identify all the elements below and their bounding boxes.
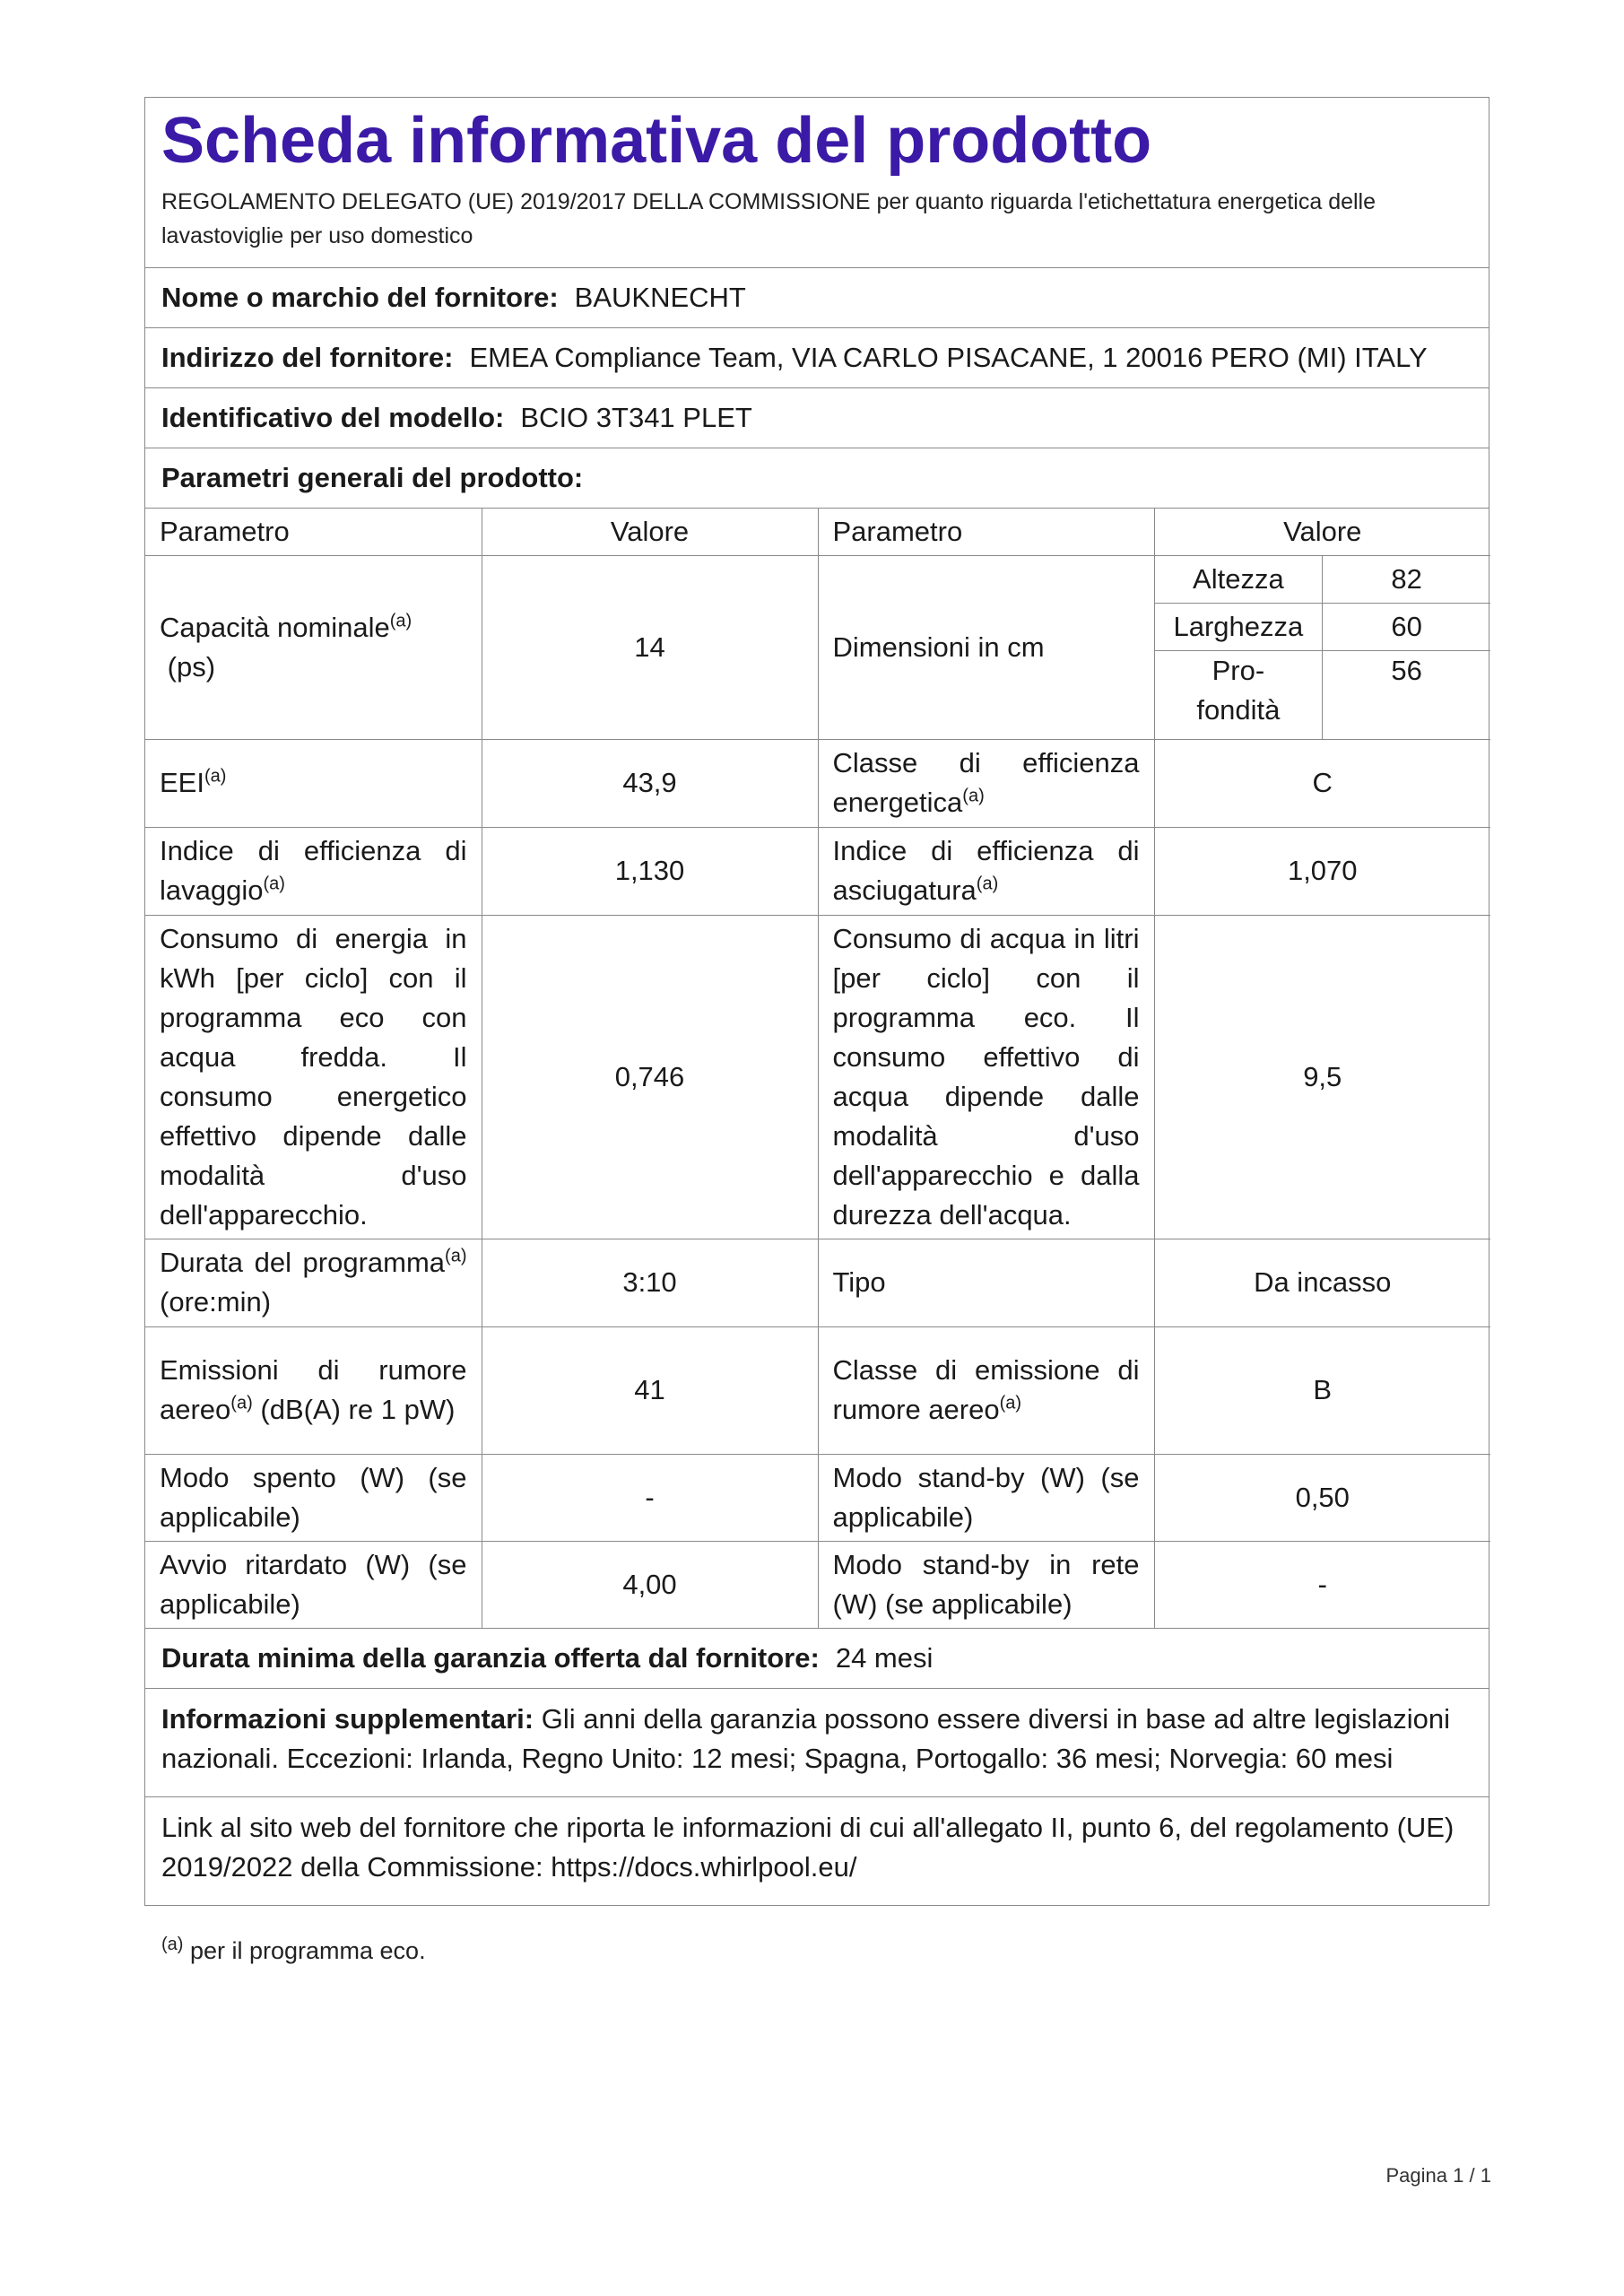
noise-label: Emissioni di rumore aereo [160,1354,467,1426]
supplier-address-label: Indirizzo del fornitore: [161,341,454,373]
dry-index-value: 1,070 [1154,827,1490,915]
water-consumption-label: Consumo di acqua in litri [per ciclo] con il programma eco. Il consumo effettivo di acqua dipende dalle modalità d'uso dell'apparecchio e dalla durezza dell'acqua. [818,915,1154,1239]
warranty-label: Durata minima della garanzia offerta dal fornitore: [161,1641,820,1674]
capacity-unit: (ps) [167,650,216,683]
supplier-link-row [145,1797,1489,1905]
duration-label-cell [145,1239,482,1326]
table-header-row [145,509,1490,556]
model-identifier-row [145,388,1489,448]
capacity-label: Capacità nominale [160,611,390,643]
footnote-marker: (a) [389,611,413,631]
header-valore-2: Valore [1154,509,1490,556]
off-mode-value: - [482,1454,818,1541]
depth-label-line-2: fondità [1196,693,1281,726]
water-consumption-value: 9,5 [1154,915,1490,1239]
title-section [145,98,1489,268]
energy-class-value: C [1154,739,1490,827]
footnote-text: per il programma eco. [189,1937,426,1964]
product-information-sheet [144,97,1489,1906]
dimensions-value-cell [1154,555,1490,739]
model-identifier-value: BCIO 3T341 PLET [520,401,752,433]
supplementary-label: Informazioni supplementari: [161,1702,534,1735]
width-label: Larghezza [1155,603,1323,650]
wash-index-value: 1,130 [482,827,818,915]
noise-value: 41 [482,1326,818,1454]
dimension-row [1155,556,1491,604]
footnote-marker: (a) [976,874,999,895]
energy-consumption-value: 0,746 [482,915,818,1239]
noise-label-cell [145,1326,482,1454]
capacity-label-cell [145,555,482,739]
height-label: Altezza [1155,556,1323,604]
depth-label-line-1: Pro- [1211,654,1265,686]
depth-label [1155,650,1323,739]
footnote-marker: (a) [999,1394,1022,1414]
page-separator: / [1469,2164,1475,2187]
table-row [145,827,1490,915]
type-label: Tipo [818,1239,1154,1326]
noise-class-value: B [1154,1326,1490,1454]
dry-index-label: Indice di efficienza di asciugatura [832,835,1140,907]
depth-value: 56 [1391,654,1422,686]
page-label: Pagina [1385,2164,1447,2187]
energy-class-label: Classe di efficienza energetica [832,747,1140,819]
width-value: 60 [1323,603,1490,650]
page-title: Scheda informativa del prodotto [161,105,1152,177]
height-value: 82 [1323,556,1490,604]
header-parametro-1: Parametro [145,509,482,556]
parameters-table [145,509,1490,1628]
noise-class-label-cell [818,1326,1154,1454]
eei-value: 43,9 [482,739,818,827]
networked-standby-label: Modo stand-by in rete (W) (se applicabile) [818,1541,1154,1628]
page-current: 1 [1453,2164,1464,2187]
supplier-name-value: BAUKNECHT [574,281,746,313]
warranty-row [145,1629,1489,1689]
table-row [145,1239,1490,1326]
supplier-link-text: Link al sito web del fornitore che riporta le informazioni di cui all'allegato II, punto 6, del regolamento (UE) 2019/2022 della Commissione: [161,1811,1455,1883]
footnote [161,1937,426,1965]
networked-standby-value: - [1154,1541,1490,1628]
table-row [145,915,1490,1239]
page-total: 1 [1480,2164,1491,2187]
dimensions-subtable [1155,556,1491,739]
header-valore-1: Valore [482,509,818,556]
noise-class-label: Classe di emissione di rumore aereo [832,1354,1140,1426]
header-parametro-2: Parametro [818,509,1154,556]
regulation-subtitle: REGOLAMENTO DELEGATO (UE) 2019/2017 DELLA COMMISSIONE per quanto riguarda l'etichettatura energetica delle lavastoviglie per uso domestico [161,188,1376,248]
eei-label-cell [145,739,482,827]
off-mode-label: Modo spento (W) (se applicabile) [145,1454,482,1541]
general-parameters-label: Parametri generali del prodotto: [161,461,584,493]
model-identifier-label: Identificativo del modello: [161,401,505,433]
capacity-value: 14 [482,555,818,739]
footnote-marker: (a) [204,767,227,787]
table-row [145,1326,1490,1454]
dimensions-label: Dimensioni in cm [818,555,1154,739]
noise-unit: (dB(A) re 1 pW) [260,1394,456,1426]
table-row [145,1454,1490,1541]
eei-label: EEI [160,767,204,799]
footnote-marker: (a) [962,787,985,807]
supplier-address-row [145,328,1489,388]
warranty-value: 24 mesi [835,1641,934,1674]
standby-value: 0,50 [1154,1454,1490,1541]
dimension-row [1155,650,1491,739]
footnote-marker: (a) [263,874,285,895]
table-row [145,555,1490,739]
wash-index-label: Indice di efficienza di lavaggio [160,835,467,907]
table-row [145,1541,1490,1628]
dry-index-label-cell [818,827,1154,915]
energy-consumption-label: Consumo di energia in kWh [per ciclo] con il programma eco con acqua fredda. Il consumo energetico effettivo dipende dalle modalità d'uso dell'apparecchio. [145,915,482,1239]
page-number [1385,2164,1491,2187]
wash-index-label-cell [145,827,482,915]
footnote-marker: (a) [445,1247,467,1267]
general-parameters-row [145,448,1489,509]
footnote-marker: (a) [230,1394,253,1414]
supplementary-text: Gli anni della garanzia possono essere diversi in base ad altre legislazioni nazionali. Eccezioni: Irlanda, Regno Unito: 12 mesi; Spagna, Portogallo: 36 mesi; Norvegia: 60 mesi [161,1702,1450,1774]
parameters-table-row [145,509,1489,1629]
energy-class-label-cell [818,739,1154,827]
dimension-row [1155,603,1491,650]
supplementary-info-row [145,1689,1489,1797]
type-value: Da incasso [1154,1239,1490,1326]
footnote-mark: (a) [161,1935,184,1954]
delay-start-value: 4,00 [482,1541,818,1628]
supplier-name-label: Nome o marchio del fornitore: [161,281,559,313]
duration-label: Durata del programma [160,1247,446,1279]
delay-start-label: Avvio ritardato (W) (se applicabile) [145,1541,482,1628]
supplier-address-value: EMEA Compliance Team, VIA CARLO PISACANE, 1 20016 PERO (MI) ITALY [469,341,1428,373]
supplier-link-url[interactable]: https://docs.whirlpool.eu/ [551,1850,857,1883]
table-row [145,739,1490,827]
duration-unit: (ore:min) [160,1286,272,1318]
standby-label: Modo stand-by (W) (se applicabile) [818,1454,1154,1541]
duration-value: 3:10 [482,1239,818,1326]
supplier-name-row [145,268,1489,328]
